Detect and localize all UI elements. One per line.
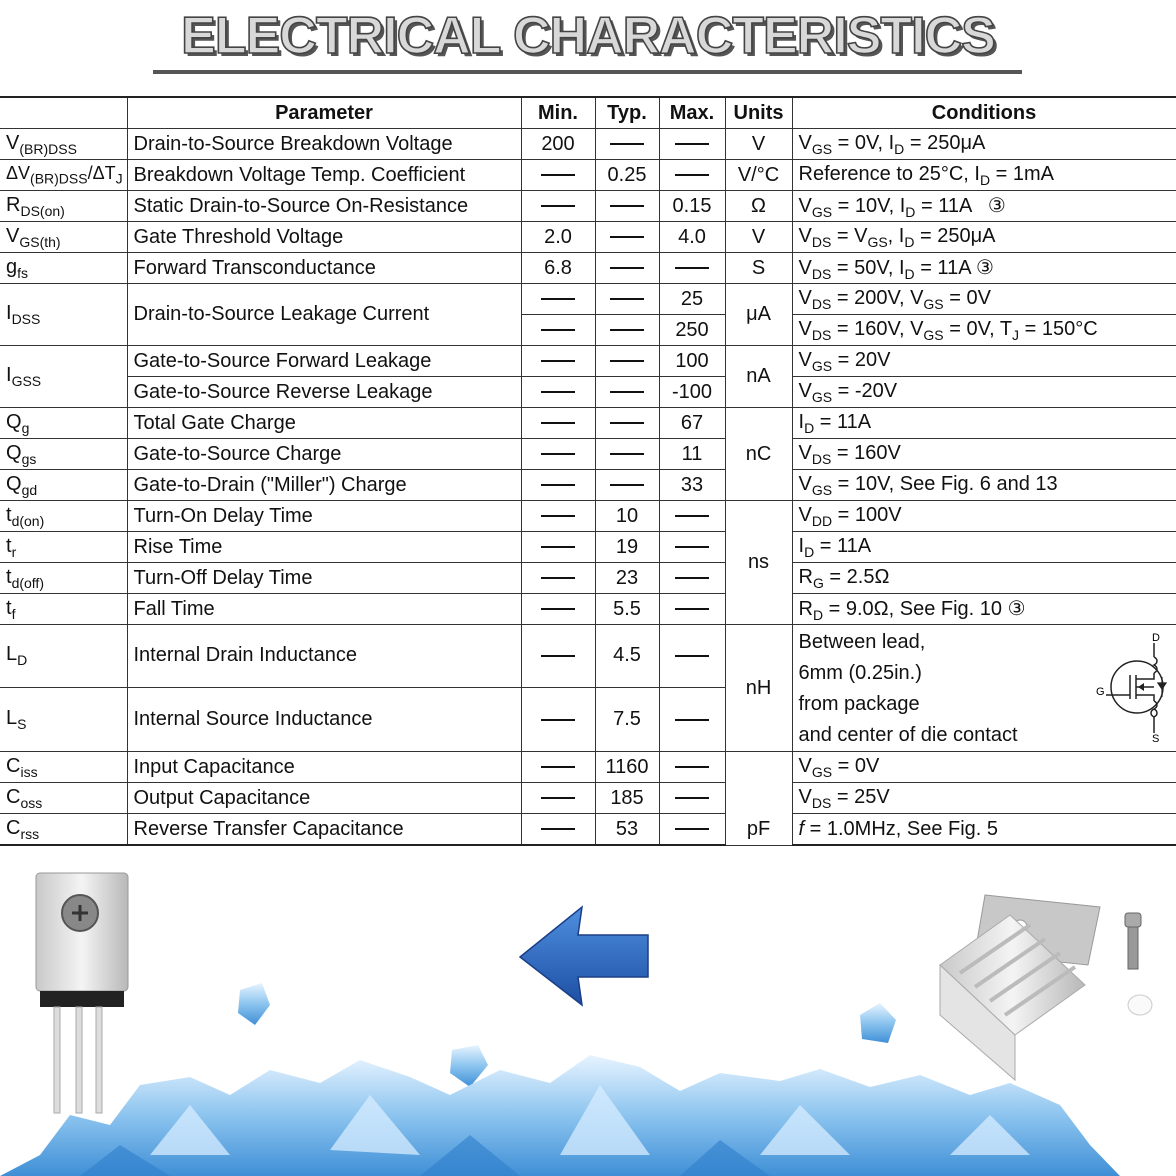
symbol-cell: $t_{d(off)}$ <box>0 563 127 594</box>
symbol-header <box>0 97 127 129</box>
table-row <box>0 532 1176 563</box>
min-cell <box>521 284 595 315</box>
symbol-cell: $I_{DSS}$ <box>0 284 127 346</box>
symbol-cell: $Q_{gs}$ <box>0 439 127 470</box>
dash-mark <box>541 484 575 486</box>
units-cell: V/°C <box>725 160 792 191</box>
max-cell <box>659 501 725 532</box>
min-cell <box>521 594 595 625</box>
typ-cell: 7.5 <box>595 687 659 751</box>
table-header-row <box>0 97 1176 129</box>
conditions-cell: $R_D = 9.0\Omega$, See Fig. 10 ③ <box>792 594 1176 625</box>
symbol-cell: $V_{(BR)DSS}$ <box>0 129 127 160</box>
units-header: Units <box>725 97 792 129</box>
dash-mark <box>675 655 709 657</box>
arrow-left-icon <box>520 907 648 1005</box>
symbol-cell: $C_{iss}$ <box>0 752 127 783</box>
dash-mark <box>675 797 709 799</box>
parameter-cell: Turn-On Delay Time <box>127 501 521 532</box>
symbol-cell: $C_{oss}$ <box>0 783 127 814</box>
dash-mark <box>675 174 709 176</box>
max-cell <box>659 752 725 783</box>
parameter-cell: Gate-to-Source Charge <box>127 439 521 470</box>
units-cell: ns <box>725 501 792 625</box>
units-cell: S <box>725 253 792 284</box>
dash-mark <box>541 174 575 176</box>
min-cell <box>521 501 595 532</box>
dash-mark <box>610 453 644 455</box>
table-row <box>0 191 1176 222</box>
min-header: Min. <box>521 97 595 129</box>
conditions-cell: $V_{GS} = -20V$ <box>792 377 1176 408</box>
inductance-condition-line: from package <box>798 693 920 715</box>
table-row <box>0 253 1176 284</box>
units-cell: nA <box>725 346 792 408</box>
dash-mark <box>541 719 575 721</box>
symbol-cell: $g_{fs}$ <box>0 253 127 284</box>
max-cell <box>659 594 725 625</box>
max-cell: 67 <box>659 408 725 439</box>
conditions-cell: $V_{GS} = 0V$, $I_D = 250\mu A$ <box>792 129 1176 160</box>
table-row <box>0 625 1176 688</box>
max-cell: 33 <box>659 470 725 501</box>
parameter-cell: Gate-to-Source Forward Leakage <box>127 346 521 377</box>
dash-mark <box>610 143 644 145</box>
min-cell <box>521 814 595 846</box>
units-cell: nH <box>725 625 792 752</box>
inductance-condition-line: Between lead, <box>798 631 926 653</box>
symbol-cell: $I_{GSS}$ <box>0 346 127 408</box>
conditions-cell: $V_{DS} = V_{GS}$, $I_D = 250\mu A$ <box>792 222 1176 253</box>
typ-cell: 1160 <box>595 752 659 783</box>
units-cell: pF <box>725 752 792 846</box>
conditions-cell: $V_{DS} = 160V$, $V_{GS} = 0V$, $T_J = 150^\circ C$ <box>792 315 1176 346</box>
max-cell <box>659 687 725 751</box>
min-cell <box>521 191 595 222</box>
dash-mark <box>675 143 709 145</box>
dash-mark <box>541 766 575 768</box>
conditions-cell: f = 1.0MHz, See Fig. 5 <box>792 814 1176 846</box>
min-cell: 2.0 <box>521 222 595 253</box>
max-cell: 0.15 <box>659 191 725 222</box>
dash-mark <box>610 391 644 393</box>
typ-cell: 4.5 <box>595 625 659 688</box>
typ-cell <box>595 439 659 470</box>
max-cell <box>659 814 725 846</box>
conditions-cell: $V_{DD} = 100V$ <box>792 501 1176 532</box>
title-underline <box>153 70 1022 74</box>
symbol-cell: $L_D$ <box>0 625 127 688</box>
ice-cube-image <box>860 1003 896 1043</box>
table-row <box>0 783 1176 814</box>
conditions-cell: $V_{GS} = 10V$, See Fig. 6 and 13 <box>792 470 1176 501</box>
dash-mark <box>541 298 575 300</box>
typ-cell <box>595 253 659 284</box>
table-row <box>0 814 1176 846</box>
table-row <box>0 501 1176 532</box>
dash-mark <box>675 546 709 548</box>
max-cell <box>659 783 725 814</box>
dash-mark <box>610 205 644 207</box>
min-cell <box>521 532 595 563</box>
symbol-cell: $R_{DS(on)}$ <box>0 191 127 222</box>
conditions-cell: $V_{DS} = 160V$ <box>792 439 1176 470</box>
parameter-cell: Drain-to-Source Leakage Current <box>127 284 521 346</box>
typ-cell: 53 <box>595 814 659 846</box>
min-cell <box>521 470 595 501</box>
max-cell: -100 <box>659 377 725 408</box>
table-row <box>0 160 1176 191</box>
dash-mark <box>541 391 575 393</box>
units-cell: Ω <box>725 191 792 222</box>
parameter-cell: Turn-Off Delay Time <box>127 563 521 594</box>
units-cell: V <box>725 129 792 160</box>
dash-mark <box>610 360 644 362</box>
symbol-cell: $t_{d(on)}$ <box>0 501 127 532</box>
parameter-cell: Internal Drain Inductance <box>127 625 521 688</box>
typ-cell: 185 <box>595 783 659 814</box>
parameter-cell: Breakdown Voltage Temp. Coefficient <box>127 160 521 191</box>
page-title: ELECTRICAL CHARACTERISTICS <box>181 7 995 65</box>
conditions-cell: $I_D = 11A$ <box>792 408 1176 439</box>
dash-mark <box>675 719 709 721</box>
parameter-cell: Fall Time <box>127 594 521 625</box>
dash-mark <box>675 267 709 269</box>
dash-mark <box>541 797 575 799</box>
parameter-cell: Gate-to-Drain ("Miller") Charge <box>127 470 521 501</box>
typ-cell <box>595 222 659 253</box>
dash-mark <box>541 329 575 331</box>
max-cell <box>659 563 725 594</box>
min-cell: 6.8 <box>521 253 595 284</box>
typ-cell <box>595 470 659 501</box>
units-cell: nC <box>725 408 792 501</box>
inductance-condition-line: 6mm (0.25in.) <box>798 662 922 684</box>
symbol-cell: $Q_{gd}$ <box>0 470 127 501</box>
dash-mark <box>541 577 575 579</box>
max-cell <box>659 129 725 160</box>
typ-cell: 19 <box>595 532 659 563</box>
typ-cell <box>595 191 659 222</box>
symbol-cell: $C_{rss}$ <box>0 814 127 846</box>
min-cell <box>521 160 595 191</box>
max-cell <box>659 625 725 688</box>
conditions-cell: $V_{DS} = 25V$ <box>792 783 1176 814</box>
dash-mark <box>610 298 644 300</box>
parameter-cell: Gate Threshold Voltage <box>127 222 521 253</box>
conditions-cell: $V_{GS} = 0V$ <box>792 752 1176 783</box>
dash-mark <box>541 453 575 455</box>
max-cell <box>659 532 725 563</box>
table-row <box>0 439 1176 470</box>
min-cell <box>521 346 595 377</box>
heatsink-kit-image <box>940 895 1152 1080</box>
typ-cell: 5.5 <box>595 594 659 625</box>
parameter-header: Parameter <box>127 97 521 129</box>
conditions-cell: $R_G = 2.5\Omega$ <box>792 563 1176 594</box>
typ-cell <box>595 408 659 439</box>
symbol-cell: $\Delta V_{(BR)DSS}/\Delta T_J$ <box>0 160 127 191</box>
conditions-cell: $V_{GS} = 20V$ <box>792 346 1176 377</box>
table-row <box>0 129 1176 160</box>
dash-mark <box>675 608 709 610</box>
typ-header: Typ. <box>595 97 659 129</box>
dash-mark <box>675 515 709 517</box>
min-cell <box>521 687 595 751</box>
conditions-cell: Reference to 25°C, $I_D = 1mA$ <box>792 160 1176 191</box>
ice-pile-image <box>0 1055 1120 1176</box>
table-row <box>0 594 1176 625</box>
conditions-cell: $V_{DS} = 50V$, $I_D = 11A$ ③ <box>792 253 1176 284</box>
dash-mark <box>675 828 709 830</box>
ice-cube-image <box>238 983 270 1025</box>
min-cell <box>521 315 595 346</box>
dash-mark <box>541 515 575 517</box>
dash-mark <box>610 329 644 331</box>
parameter-cell: Forward Transconductance <box>127 253 521 284</box>
dash-mark <box>541 546 575 548</box>
electrical-characteristics-table <box>0 96 1176 846</box>
symbol-cell: $t_f$ <box>0 594 127 625</box>
conditions-header: Conditions <box>792 97 1176 129</box>
table-row <box>0 284 1176 315</box>
product-scene <box>0 855 1176 1176</box>
parameter-cell: Total Gate Charge <box>127 408 521 439</box>
min-cell <box>521 625 595 688</box>
max-cell: 11 <box>659 439 725 470</box>
inductance-condition-line: and center of die contact <box>798 724 1018 746</box>
symbol-cell: $L_S$ <box>0 687 127 751</box>
dash-mark <box>610 422 644 424</box>
typ-cell: 23 <box>595 563 659 594</box>
table-row <box>0 408 1176 439</box>
typ-cell: 0.25 <box>595 160 659 191</box>
conditions-cell: $V_{GS} = 10V$, $I_D = 11A$ ③ <box>792 191 1176 222</box>
parameter-cell: Output Capacitance <box>127 783 521 814</box>
max-cell: 250 <box>659 315 725 346</box>
parameter-cell: Gate-to-Source Reverse Leakage <box>127 377 521 408</box>
units-cell: V <box>725 222 792 253</box>
max-cell <box>659 253 725 284</box>
table-row <box>0 222 1176 253</box>
min-cell <box>521 563 595 594</box>
gate-label: G <box>1095 686 1105 698</box>
dash-mark <box>675 577 709 579</box>
parameter-cell: Input Capacitance <box>127 752 521 783</box>
dash-mark <box>610 484 644 486</box>
parameter-cell: Drain-to-Source Breakdown Voltage <box>127 129 521 160</box>
dash-mark <box>610 267 644 269</box>
typ-cell <box>595 129 659 160</box>
table-row <box>0 563 1176 594</box>
parameter-cell: Reverse Transfer Capacitance <box>127 814 521 846</box>
conditions-cell: $V_{DS} = 200V$, $V_{GS} = 0V$ <box>792 284 1176 315</box>
min-cell <box>521 439 595 470</box>
dash-mark <box>610 236 644 238</box>
table-row <box>0 752 1176 783</box>
max-cell: 100 <box>659 346 725 377</box>
dash-mark <box>675 766 709 768</box>
drain-label: D <box>1151 632 1160 644</box>
parameter-cell: Internal Source Inductance <box>127 687 521 751</box>
table-row <box>0 377 1176 408</box>
transistor-image <box>36 873 128 1113</box>
symbol-cell: $Q_g$ <box>0 408 127 439</box>
dash-mark <box>541 360 575 362</box>
dash-mark <box>541 655 575 657</box>
typ-cell <box>595 284 659 315</box>
mosfet-schematic <box>1092 629 1172 745</box>
parameter-cell: Static Drain-to-Source On-Resistance <box>127 191 521 222</box>
dash-mark <box>541 422 575 424</box>
min-cell <box>521 783 595 814</box>
typ-cell: 10 <box>595 501 659 532</box>
dash-mark <box>541 828 575 830</box>
inductance-conditions-cell <box>792 625 1176 752</box>
conditions-cell: $I_D = 11A$ <box>792 532 1176 563</box>
max-cell: 4.0 <box>659 222 725 253</box>
max-header: Max. <box>659 97 725 129</box>
min-cell <box>521 377 595 408</box>
max-cell <box>659 160 725 191</box>
typ-cell <box>595 346 659 377</box>
min-cell <box>521 752 595 783</box>
table-row <box>0 346 1176 377</box>
parameter-cell: Rise Time <box>127 532 521 563</box>
dash-mark <box>541 205 575 207</box>
source-label: S <box>1151 733 1159 745</box>
units-cell: μA <box>725 284 792 346</box>
table-row <box>0 470 1176 501</box>
symbol-cell: $V_{GS(th)}$ <box>0 222 127 253</box>
typ-cell <box>595 315 659 346</box>
max-cell: 25 <box>659 284 725 315</box>
dash-mark <box>541 608 575 610</box>
typ-cell <box>595 377 659 408</box>
symbol-cell: $t_r$ <box>0 532 127 563</box>
min-cell <box>521 408 595 439</box>
min-cell: 200 <box>521 129 595 160</box>
